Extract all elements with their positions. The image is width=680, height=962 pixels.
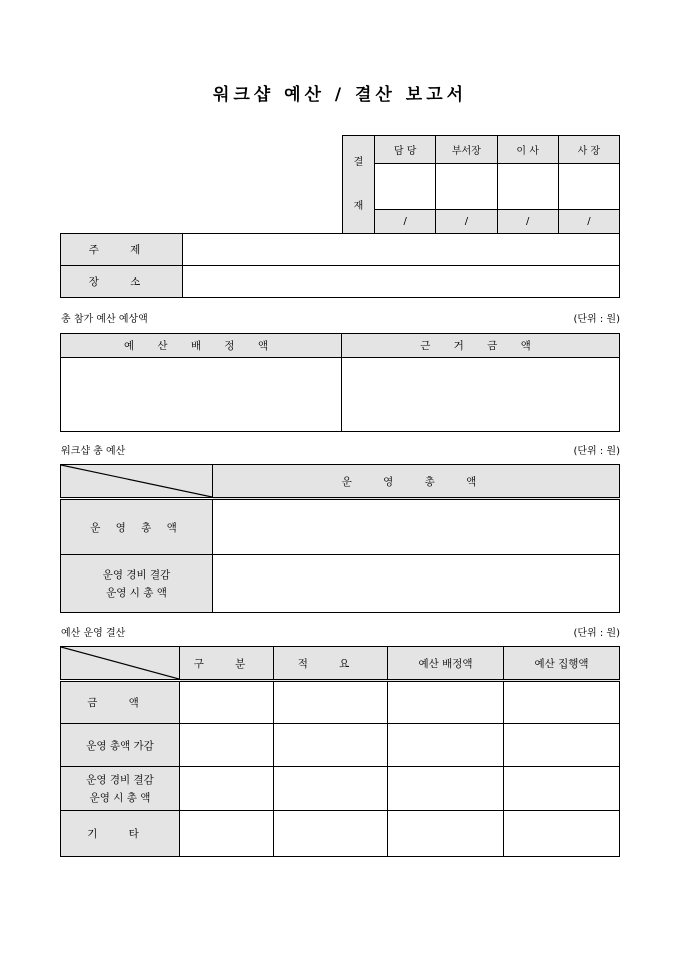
subject-label: 주 제 xyxy=(61,234,183,266)
info-table xyxy=(60,233,620,298)
section3-cell[interactable] xyxy=(504,767,620,811)
approval-side-label xyxy=(343,136,375,234)
approval-role-president: 사 장 xyxy=(558,136,619,164)
section3-row-reduction-line1: 운영 경비 결감 xyxy=(86,773,154,786)
section3-cell[interactable] xyxy=(388,681,504,724)
section2-row-total-field[interactable] xyxy=(213,499,620,555)
section3-cell[interactable] xyxy=(388,811,504,857)
approval-table xyxy=(342,135,620,234)
approval-date-manager[interactable]: / xyxy=(436,210,497,234)
section3-cell[interactable] xyxy=(180,811,274,857)
diagonal-line-icon xyxy=(61,465,212,497)
diagonal-line-icon xyxy=(61,647,179,679)
section3-cell[interactable] xyxy=(504,724,620,767)
section1-title: 총 참가 예산 예상액 xyxy=(61,314,148,325)
approval-sign-staff[interactable] xyxy=(375,164,436,210)
place-label: 장 소 xyxy=(61,266,183,298)
section3-cell[interactable] xyxy=(180,767,274,811)
section3-header-category: 구 분 xyxy=(180,647,274,681)
section3-header-summary: 적 요 xyxy=(274,647,388,681)
section3-cell[interactable] xyxy=(274,724,388,767)
section1-col-basis: 근 거 금 액 xyxy=(342,334,620,358)
section3-unit: (단위 : 원) xyxy=(573,628,620,639)
section2-unit: (단위 : 원) xyxy=(573,446,620,457)
section3-table xyxy=(60,646,620,857)
approval-role-manager: 부서장 xyxy=(436,136,497,164)
section3-row-other-label: 기 타 xyxy=(61,811,180,857)
section3-header-executed: 예산 집행액 xyxy=(504,647,620,681)
section1-col-budget: 예 산 배 정 액 xyxy=(61,334,342,358)
section1-basis-field[interactable] xyxy=(342,358,620,432)
approval-role-director: 이 사 xyxy=(497,136,558,164)
section3-diagonal-cell xyxy=(61,647,180,681)
section3-cell[interactable] xyxy=(504,811,620,857)
section1-table xyxy=(60,333,620,432)
section2-row-total-label: 운 영 총 액 xyxy=(61,499,213,555)
section2-row-reduction-field[interactable] xyxy=(213,555,620,613)
approval-sign-director[interactable] xyxy=(497,164,558,210)
place-field[interactable] xyxy=(183,266,620,298)
section2-diagonal-cell xyxy=(61,465,213,499)
section2-table xyxy=(60,464,620,613)
section3-cell[interactable] xyxy=(274,811,388,857)
approval-side-label-top: 결 xyxy=(353,156,364,168)
section2-header-total: 운 영 총 액 xyxy=(213,465,620,499)
section3-cell[interactable] xyxy=(274,681,388,724)
approval-sign-president[interactable] xyxy=(558,164,619,210)
section3-cell[interactable] xyxy=(388,724,504,767)
section3-row-amount-label: 금 액 xyxy=(61,681,180,724)
approval-sign-manager[interactable] xyxy=(436,164,497,210)
section3-cell[interactable] xyxy=(180,681,274,724)
subject-field[interactable] xyxy=(183,234,620,266)
section3-title: 예산 운영 결산 xyxy=(61,628,126,639)
page-title: 워크샵 예산 / 결산 보고서 xyxy=(212,85,468,105)
section3-cell[interactable] xyxy=(274,767,388,811)
section3-cell[interactable] xyxy=(388,767,504,811)
approval-date-director[interactable]: / xyxy=(497,210,558,234)
section3-row-reduction-label xyxy=(61,767,180,811)
approval-role-staff: 담 당 xyxy=(375,136,436,164)
section3-cell[interactable] xyxy=(180,724,274,767)
section2-row-reduction-label xyxy=(61,555,213,613)
section3-header-allocated: 예산 배정액 xyxy=(388,647,504,681)
section2-title: 워크샵 총 예산 xyxy=(61,446,126,457)
section2-row-reduction-line1: 운영 경비 결감 xyxy=(102,568,171,581)
section3-cell[interactable] xyxy=(504,681,620,724)
section3-row-reduction-line2: 운영 시 총 액 xyxy=(89,791,151,804)
approval-date-staff[interactable]: / xyxy=(375,210,436,234)
approval-side-label-bottom: 재 xyxy=(353,200,364,212)
section2-row-reduction-line2: 운영 시 총 액 xyxy=(106,586,167,599)
section1-unit: (단위 : 원) xyxy=(573,314,620,325)
section3-row-adjust-label: 운영 총액 가감 xyxy=(61,724,180,767)
section1-budget-field[interactable] xyxy=(61,358,342,432)
approval-date-president[interactable]: / xyxy=(558,210,619,234)
